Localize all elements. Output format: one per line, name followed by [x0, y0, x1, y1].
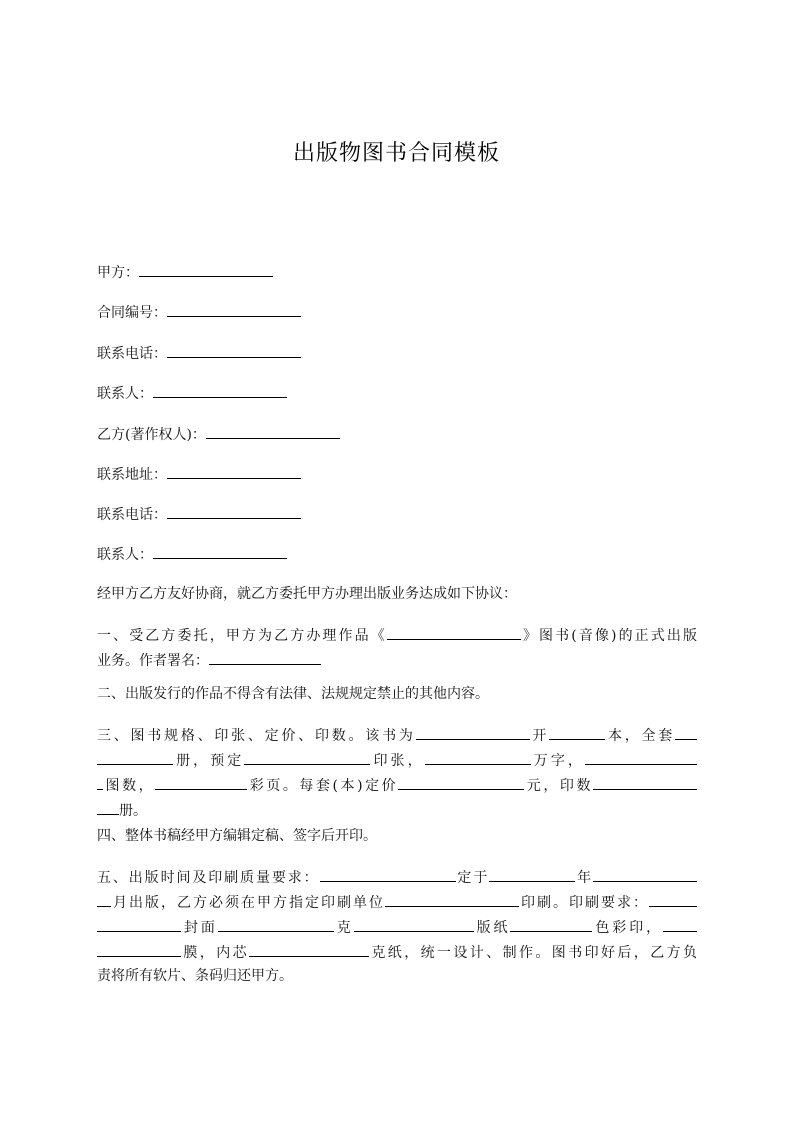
party-b-contact-field	[97, 544, 287, 565]
clause-3-text-a: 三、图书规格、印张、定价、印数。该书为	[97, 728, 416, 744]
clause-3-text-d: 册，预定	[173, 753, 245, 769]
party-b-address-label: 联系地址：	[97, 467, 167, 483]
clause-3-text-i: 元，印数	[524, 778, 593, 794]
clause-5	[97, 866, 697, 991]
format-blank[interactable]	[416, 724, 530, 740]
board-paper-blank[interactable]	[354, 916, 474, 932]
price-blank[interactable]	[398, 774, 524, 790]
print-requirement-blank-b[interactable]	[97, 916, 181, 932]
clause-5-text-i: 色彩印，	[592, 920, 664, 936]
figure-count-blank-a[interactable]	[585, 749, 697, 765]
document-title: 出版物图书合同模板	[292, 141, 500, 166]
party-a-contact-field	[97, 383, 287, 404]
sheets-blank[interactable]	[244, 749, 370, 765]
party-a-phone-blank[interactable]	[167, 343, 301, 358]
clause-3	[97, 724, 697, 824]
film-blank-a[interactable]	[663, 916, 697, 932]
clause-5-text-e: 印刷。印刷要求：	[519, 895, 649, 911]
clause-3-line-4	[97, 799, 697, 819]
clause-3-line-1	[97, 724, 697, 744]
contract-number-field	[97, 302, 301, 323]
word-count-blank[interactable]	[425, 749, 531, 765]
party-a-blank[interactable]	[139, 262, 273, 277]
party-b-address-blank[interactable]	[167, 464, 301, 479]
color-pages-blank[interactable]	[155, 774, 247, 790]
clause-3-text-b: 开	[529, 728, 550, 744]
clause-5-line-3	[97, 916, 697, 936]
year-blank[interactable]	[489, 866, 575, 882]
party-a-contact-label: 联系人：	[97, 386, 153, 402]
clause-4	[97, 826, 697, 846]
clause-3-text-g: 图数，	[103, 778, 156, 794]
clause-3-text-e: 印张，	[370, 753, 425, 769]
printer-blank[interactable]	[385, 891, 519, 907]
clause-1	[97, 624, 697, 674]
clause-5-line-4	[97, 941, 697, 961]
clause-3-line-3	[97, 774, 697, 794]
print-requirement-blank-a[interactable]	[649, 891, 697, 907]
clause-5-text-b: 定于	[455, 870, 490, 886]
clause-5-text-l: 责将所有软片、条码归还甲方。	[97, 968, 293, 984]
party-a-label: 甲方：	[97, 265, 139, 281]
clause-3-line-2	[97, 749, 697, 769]
party-a-phone-field	[97, 343, 301, 364]
clause-3-text-h: 彩页。每套(本)定价	[247, 778, 399, 794]
clause-1-text-c: 业务。作者署名：	[97, 653, 209, 669]
clause-3-text-c: 本，全套	[605, 728, 676, 744]
intro-text: 经甲方乙方友好协商，就乙方委托甲方办理出版业务达成如下协议：	[97, 586, 517, 602]
clause-5-text-k: 克纸，统一设计、制作。图书印好后，乙方负	[369, 945, 697, 961]
party-b-phone-label: 联系电话：	[97, 507, 167, 523]
clause-5-text-a: 五、出版时间及印刷质量要求：	[97, 870, 320, 886]
color-print-blank[interactable]	[510, 916, 592, 932]
party-a-field	[97, 262, 273, 283]
set-count-blank-b[interactable]	[97, 749, 173, 765]
clause-3-text-j: 册。	[119, 803, 147, 819]
clause-1-line-2	[97, 649, 697, 669]
clause-5-text-j: 膜，内芯	[181, 945, 249, 961]
book-size-blank[interactable]	[549, 724, 605, 740]
party-b-phone-blank[interactable]	[167, 504, 301, 519]
print-run-blank-b[interactable]	[97, 799, 119, 815]
film-blank-b[interactable]	[97, 941, 181, 957]
cover-weight-blank[interactable]	[218, 916, 334, 932]
party-b-contact-blank[interactable]	[153, 544, 287, 559]
clause-5-text-d: 月出版，乙方必须在甲方指定印刷单位	[111, 895, 385, 911]
month-blank-b[interactable]	[97, 891, 111, 907]
clause-5-text-g: 克	[333, 920, 354, 936]
publish-time-blank[interactable]	[320, 866, 456, 882]
party-b-phone-field	[97, 504, 301, 525]
clause-2-text: 二、出版发行的作品不得含有法律、法规规定禁止的其他内容。	[97, 686, 489, 702]
party-b-contact-label: 联系人：	[97, 547, 153, 563]
party-a-contact-blank[interactable]	[153, 383, 287, 398]
party-b-label: 乙方(著作权人)：	[97, 427, 206, 443]
clause-1-text-a: 一、受乙方委托，甲方为乙方办理作品《	[97, 628, 387, 644]
party-a-phone-label: 联系电话：	[97, 346, 167, 362]
clause-5-line-5	[97, 966, 697, 986]
inner-paper-blank[interactable]	[249, 941, 369, 957]
clause-1-line-1	[97, 624, 697, 644]
clause-5-line-2	[97, 891, 697, 911]
party-b-address-field	[97, 464, 301, 485]
clause-1-text-b: 》图书(音像)的正式出版	[520, 628, 697, 644]
clause-5-text-h: 版纸	[473, 920, 511, 936]
set-count-blank-a[interactable]	[675, 724, 697, 740]
clause-3-text-f: 万字，	[530, 753, 586, 769]
print-run-blank-a[interactable]	[593, 774, 697, 790]
contract-number-blank[interactable]	[167, 302, 301, 317]
clause-5-line-1	[97, 866, 697, 886]
party-b-blank[interactable]	[206, 424, 340, 439]
party-b-field	[97, 424, 340, 445]
month-blank-a[interactable]	[593, 866, 697, 882]
intro-paragraph	[97, 584, 697, 604]
work-title-blank[interactable]	[387, 624, 521, 640]
author-name-blank[interactable]	[209, 649, 321, 665]
clause-5-text-f: 封面	[181, 920, 218, 936]
contract-number-label: 合同编号：	[97, 305, 167, 321]
clause-4-text: 四、整体书稿经甲方编辑定稿、签字后开印。	[97, 828, 377, 844]
clause-2	[97, 684, 697, 704]
clause-5-text-c: 年	[575, 870, 594, 886]
